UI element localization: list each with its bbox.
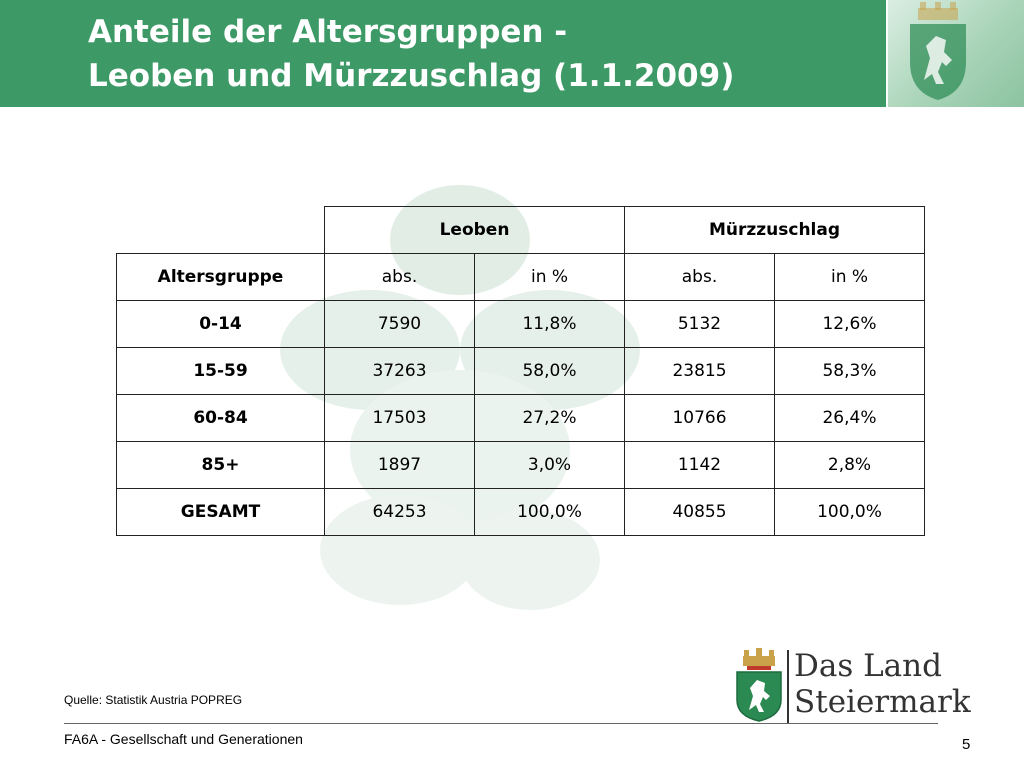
table-row xyxy=(117,395,925,442)
header-leoben: Leoben xyxy=(325,207,625,254)
table-cell: 3,0% xyxy=(475,442,625,489)
table-row xyxy=(117,442,925,489)
header-muerzzuschlag: Mürzzuschlag xyxy=(625,207,925,254)
table-cell: 17503 xyxy=(325,395,475,442)
column-header: abs. xyxy=(325,254,475,301)
row-label: 15-59 xyxy=(117,348,325,395)
empty-corner-cell xyxy=(117,207,325,254)
column-header: in % xyxy=(775,254,925,301)
group-header-row xyxy=(117,207,925,254)
header-crest-panel xyxy=(888,0,1024,107)
table-cell: 58,0% xyxy=(475,348,625,395)
age-group-table xyxy=(116,206,925,536)
row-label: 60-84 xyxy=(117,395,325,442)
table-cell: 5132 xyxy=(625,301,775,348)
steiermark-crest-icon xyxy=(735,648,783,722)
column-header: abs. xyxy=(625,254,775,301)
footer-divider xyxy=(64,723,938,724)
table-cell: 1142 xyxy=(625,442,775,489)
page-title xyxy=(88,10,734,98)
table-cell: 23815 xyxy=(625,348,775,395)
footer-text: FA6A - Gesellschaft und Generationen xyxy=(64,731,303,747)
styrian-panther-crest-icon xyxy=(888,0,1024,107)
table-cell: 37263 xyxy=(325,348,475,395)
row-label: 85+ xyxy=(117,442,325,489)
title-bar xyxy=(0,0,886,107)
table-cell: 26,4% xyxy=(775,395,925,442)
table-row xyxy=(117,301,925,348)
column-header-row xyxy=(117,254,925,301)
table-cell: 40855 xyxy=(625,489,775,536)
row-label: GESAMT xyxy=(117,489,325,536)
table-cell: 100,0% xyxy=(775,489,925,536)
row-label: 0-14 xyxy=(117,301,325,348)
logo-line-1: Das Land xyxy=(794,648,942,684)
table-cell: 1897 xyxy=(325,442,475,489)
das-land-steiermark-logo xyxy=(794,648,971,720)
table-cell: 27,2% xyxy=(475,395,625,442)
page-number: 5 xyxy=(962,736,971,753)
table-row xyxy=(117,348,925,395)
table-cell: 11,8% xyxy=(475,301,625,348)
logo-line-2: Steiermark xyxy=(794,684,971,720)
table-cell: 7590 xyxy=(325,301,475,348)
table-cell: 58,3% xyxy=(775,348,925,395)
title-line-1: Anteile der Altersgruppen - xyxy=(88,14,568,50)
table-cell: 12,6% xyxy=(775,301,925,348)
table-cell: 10766 xyxy=(625,395,775,442)
source-note: Quelle: Statistik Austria POPREG xyxy=(64,693,243,707)
column-header: in % xyxy=(475,254,625,301)
table-cell: 64253 xyxy=(325,489,475,536)
column-header: Altersgruppe xyxy=(117,254,325,301)
logo-divider xyxy=(787,650,789,724)
table-row xyxy=(117,489,925,536)
table-cell: 100,0% xyxy=(475,489,625,536)
table-cell: 2,8% xyxy=(775,442,925,489)
title-line-2: Leoben und Mürzzuschlag (1.1.2009) xyxy=(88,58,735,94)
